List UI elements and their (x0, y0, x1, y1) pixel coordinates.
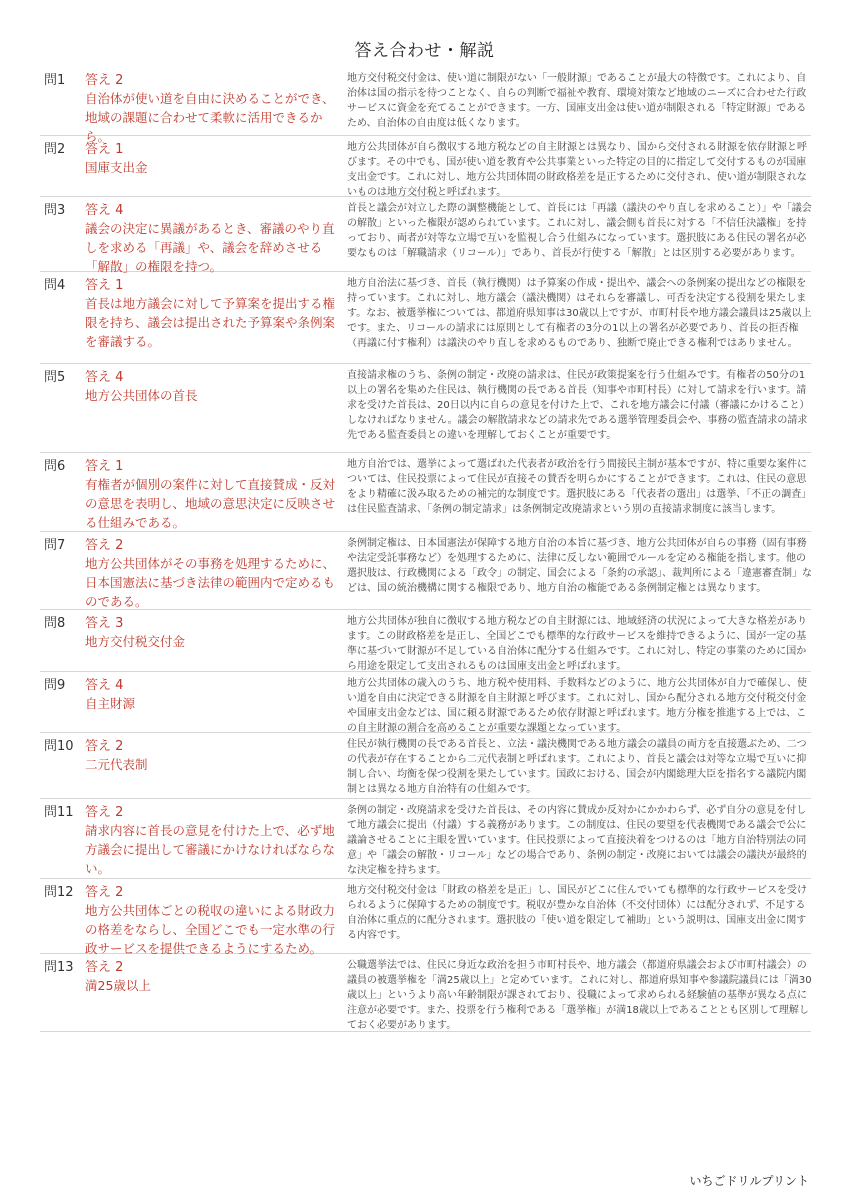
explanation-text: 地方公共団体が独自に徴収する地方税などの自主財源には、地域経済の状況によって大きな格差があります。この財政格差を是正し、全国どこでも標準的な行政サービスを維持できるように、国が一定の基準に基づいて財源が不足している自治体に配分する仕組みです。これに対し、特定の事業のために国から用途を限定して支出されるものは国庫支出金と呼ばれます。 (347, 616, 807, 672)
answer-text: 国庫支出金 (85, 160, 148, 175)
answer-row (40, 136, 811, 197)
explanation-text: 直接請求権のうち、条例の制定・改廃の請求は、住民が政策提案を行う仕組みです。有権者の50分の1以上の署名を集めた住民は、執行機関の長である首長（知事や市町村長）に対して請求を行います。請求を受けた首長は、20日以内に自らの意見を付けた上で、これを地方議会に付議（審議にかけること）しなければなりません。議会の解散請求などの請求先である選挙管理委員会や、事務の監査請求の請求先である監査委員との違いを理解しておくことが重要です。 (347, 370, 810, 441)
answer-block (85, 677, 335, 713)
answer-text: 自治体が使い道を自由に決めることができ、地域の課題に合わせて柔軟に活用できるから。 (85, 91, 335, 144)
answer-row (40, 672, 811, 733)
answer-label: 答え 2 (85, 960, 124, 975)
explanation-text: 地方交付税交付金は、使い道に制限がない「一般財源」であることが最大の特徴です。これにより、自治体は国の指示を待つことなく、自らの判断で福祉や教育、環境対策など地域のニーズに合わせた行政サービスに資金を充てることができます。一方、国庫支出金は使い道が制限される「特定財源」であるため、自治体の自由度は低くなります。 (347, 73, 807, 129)
answer-row (40, 879, 811, 954)
answer-row (40, 799, 811, 879)
answer-label: 答え 4 (85, 678, 124, 693)
answer-label: 答え 1 (85, 278, 124, 293)
answer-row (40, 610, 811, 672)
answer-row (40, 272, 811, 364)
answer-text: 自主財源 (85, 696, 136, 711)
answer-block (85, 72, 335, 146)
answer-label: 答え 1 (85, 142, 124, 157)
answer-list (40, 67, 811, 1032)
question-number: 問6 (44, 459, 66, 474)
question-number: 問10 (44, 739, 74, 754)
answer-label: 答え 3 (85, 616, 124, 631)
answer-label: 答え 2 (85, 739, 124, 754)
answer-text: 有権者が個別の案件に対して直接賛成・反対の意思を表明し、地域の意思決定に反映させる仕組みである。 (85, 477, 336, 530)
answer-block (85, 141, 335, 177)
answer-row (40, 197, 811, 272)
answer-block (85, 738, 335, 774)
explanation-text: 住民が執行機関の長である首長と、立法・議決機関である地方議会の議員の両方を直接選ぶため、二つの代表が存在することから二元代表制と呼ばれます。これにより、首長と議会は対等な立場で互いに抑制し合い、均衡を保つ役割を果たしています。国政における、国会が内閣総理大臣を指名する議院内閣制とは異なる地方自治特有の仕組みです。 (347, 739, 807, 795)
question-number: 問7 (44, 538, 66, 553)
answer-block (85, 202, 335, 276)
answer-label: 答え 2 (85, 73, 124, 88)
answer-row (40, 733, 811, 799)
answer-label: 答え 2 (85, 805, 124, 820)
answer-block (85, 804, 335, 878)
explanation-text: 地方公共団体の歳入のうち、地方税や使用料、手数料などのように、地方公共団体が自力で確保し、使い道を自由に決定できる財源を自主財源と呼びます。これに対し、国から配分される地方交付税交付金や国庫支出金などは、国に頼る財源であるため依存財源と呼ばれます。地方分権を推進する上では、この自主財源の割合を高めることが重要な課題となっています。 (347, 678, 807, 734)
footer-brand: いちごドリルプリント (689, 1174, 809, 1188)
answer-text: 首長は地方議会に対して予算案を提出する権限を持ち、議会は提出された予算案や条例案を審議する。 (85, 296, 336, 349)
answer-label: 答え 2 (85, 538, 124, 553)
question-number: 問2 (44, 142, 66, 157)
explanation-text: 地方交付税交付金は「財政の格差を是正」し、国民がどこに住んでいても標準的な行政サービスを受けられるように保障するための制度です。税収が豊かな自治体（不交付団体）には配分されず、不足する自治体に重点的に配分されます。選択肢の「使い道を限定して補助」という説明は、国庫支出金に関する内容です。 (347, 885, 807, 941)
answer-text: 請求内容に首長の意見を付けた上で、必ず地方議会に提出して審議にかけなければならない。 (85, 823, 336, 876)
answer-text: 二元代表制 (85, 757, 148, 772)
explanation-text: 条例の制定・改廃請求を受けた首長は、その内容に賛成か反対かにかかわらず、必ず自分の意見を付して地方議会に提出（付議）する義務があります。この制度は、住民の要望を代表機関である議会で公に議論させることに主眼を置いています。住民投票によって直接決着をつけるのは「地方自治特別法の同意」や「議会の解散・リコール」などの場合であり、条例の制定・改廃においては議会の議決が最終的な決定権を持ちます。 (347, 805, 807, 876)
answer-block (85, 369, 335, 405)
answer-label: 答え 1 (85, 459, 124, 474)
page-title: 答え合わせ・解説 (354, 41, 495, 61)
question-number: 問1 (44, 73, 66, 88)
explanation-text: 条例制定権は、日本国憲法が保障する地方自治の本旨に基づき、地方公共団体が自らの事務（固有事務や法定受託事務など）を処理するために、法律に反しない範囲でルールを定める権能を指します。他の選択肢は、行政機関による「政令」の制定、国会による「条約の承認」、裁判所による「違憲審査制」などは、国の統治機構に関する権限であり、地方自治の権能である条例制定権とは異なります。 (347, 538, 812, 594)
answer-text: 地方公共団体ごとの税収の違いによる財政力の格差をならし、全国どこでも一定水準の行政サービスを提供できるようにするため。 (85, 903, 336, 956)
answer-label: 答え 4 (85, 370, 124, 385)
question-number: 問9 (44, 678, 66, 693)
explanation-text: 首長と議会が対立した際の調整機能として、首長には「再議（議決のやり直しを求めること）」や「議会の解散」といった権限が認められています。これに対し、議会側も首長に対する「不信任決議権」を持っており、両者が対等な立場で互いを監視し合う仕組みになっています。選択肢にある住民の署名が必要なものは「解職請求（リコール）」であり、首長が行使する「解散」とは区別する必要があります。 (347, 203, 812, 259)
explanation-text: 公職選挙法では、住民に身近な政治を担う市町村長や、地方議会（都道府県議会および市町村議会）の議員の被選挙権を「満25歳以上」と定めています。これに対し、都道府県知事や参議院議員には「満30歳以上」というより高い年齢制限が課されており、役職によって求められる経験値の基準が異なる点に注意が必要です。また、投票を行う権利である「選挙権」が満18歳以上であることとも区別して理解しておく必要があります。 (347, 960, 812, 1031)
answer-text: 地方公共団体の首長 (85, 388, 198, 403)
explanation-text: 地方公共団体が自ら徴収する地方税などの自主財源とは異なり、国から交付される財源を依存財源と呼びます。その中でも、国が使い道を教育や公共事業といった特定の目的に指定して交付するものが国庫支出金です。これに対し、地方公共団体間の財政格差を是正するために交付され、使い道が制限されないものは地方交付税と呼ばれます。 (347, 142, 807, 198)
answer-text: 満25歳以上 (85, 978, 151, 993)
answer-block (85, 884, 335, 958)
question-number: 問5 (44, 370, 66, 385)
answer-row (40, 532, 811, 610)
answer-label: 答え 2 (85, 885, 124, 900)
answer-row (40, 364, 811, 453)
answer-text: 議会の決定に異議があるとき、審議のやり直しを求める「再議」や、議会を辞めさせる「解散」の権限を持つ。 (85, 221, 335, 274)
answer-row (40, 453, 811, 532)
answer-row (40, 954, 811, 1032)
answer-block (85, 615, 335, 651)
explanation-text: 地方自治では、選挙によって選ばれた代表者が政治を行う間接民主制が基本ですが、特に重要な案件については、住民投票によって住民が直接その賛否を明らかにすることができます。これは、住民の意思をより精確に汲み取るための補完的な制度です。選択肢にある「代表者の選出」は選挙、「不正の調査」は住民監査請求、「条例の制定請求」は条例制定改廃請求という別の直接請求制度に該当します。 (347, 459, 812, 515)
answer-block (85, 959, 335, 995)
question-number: 問3 (44, 203, 66, 218)
answer-text: 地方交付税交付金 (85, 634, 186, 649)
explanation-text: 地方自治法に基づき、首長（執行機関）は予算案の作成・提出や、議会への条例案の提出などの権限を持っています。これに対し、地方議会（議決機関）はそれらを審議し、可否を決定する役割を果たします。なお、被選挙権については、都道府県知事は30歳以上ですが、市町村長や地方議会議員は25歳以上です。また、リコールの請求には原則として有権者の3分の1以上の署名が必要であり、首長の拒否権（再議に付す権利）は議決のやり直しを求めるものであり、独断で廃止できる権利ではありません。 (347, 278, 812, 349)
question-number: 問13 (44, 960, 74, 975)
question-number: 問4 (44, 278, 66, 293)
answer-block (85, 537, 335, 611)
question-number: 問11 (44, 805, 74, 820)
question-number: 問8 (44, 616, 66, 631)
question-number: 問12 (44, 885, 74, 900)
answer-text: 地方公共団体がその事務を処理するために、日本国憲法に基づき法律の範囲内で定めるものである。 (85, 556, 336, 609)
answer-block (85, 458, 335, 532)
answer-row (40, 67, 811, 144)
answer-label: 答え 4 (85, 203, 124, 218)
answer-block (85, 277, 335, 351)
